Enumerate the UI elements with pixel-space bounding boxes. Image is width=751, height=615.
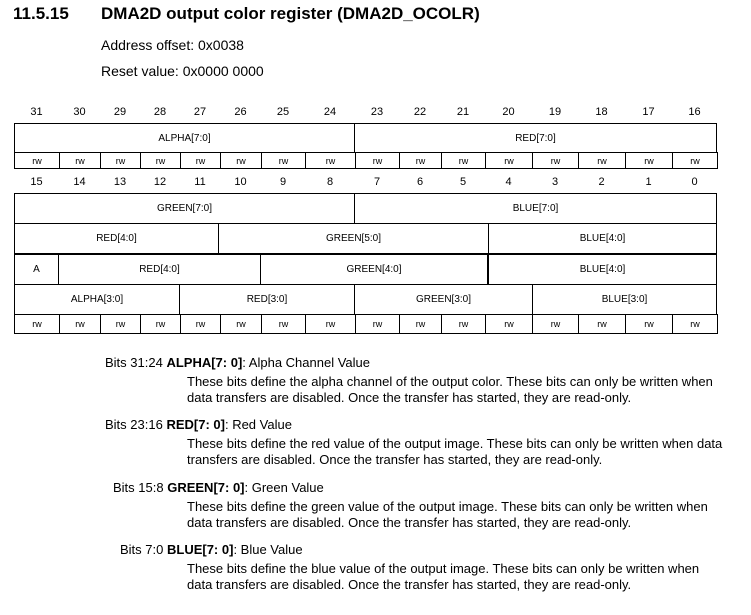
access-rw: rw [355, 152, 400, 169]
bit-number: 10 [234, 176, 247, 188]
access-rw: rw [100, 152, 141, 169]
access-rw: rw [355, 314, 400, 334]
bit-number: 29 [113, 106, 127, 118]
access-rw: rw [305, 152, 356, 169]
field-blue-4-0: BLUE[4:0] [488, 254, 717, 285]
access-rw: rw [261, 314, 306, 334]
desc-green-bits: Bits 15:8 [113, 480, 164, 495]
access-rw: rw [261, 152, 306, 169]
access-rw: rw [485, 314, 533, 334]
bit-number: 19 [548, 106, 562, 118]
field-blue-7-0: BLUE[7:0] [354, 193, 717, 224]
bit-number: 2 [598, 176, 605, 188]
bit-number: 11 [194, 176, 206, 188]
access-rw: rw [399, 152, 442, 169]
field-blue-4-0: BLUE[4:0] [488, 223, 717, 254]
section-heading [13, 4, 480, 24]
bit-number: 0 [691, 176, 698, 188]
bit-number: 27 [193, 106, 207, 118]
field-red-3-0: RED[3:0] [179, 284, 355, 315]
register-bit-table [14, 104, 717, 336]
desc-alpha-bits: Bits 31:24 [105, 355, 163, 370]
access-rw: rw [441, 314, 486, 334]
access-rw: rw [441, 152, 486, 169]
field-green-5-0: GREEN[5:0] [218, 223, 489, 254]
bit-number: 5 [459, 176, 467, 188]
field-green-4-0: GREEN[4:0] [260, 254, 488, 285]
section-number: 11.5.15 [13, 4, 69, 23]
section-title: DMA2D output color register (DMA2D_OCOLR) [101, 4, 480, 23]
bit-number: 26 [234, 106, 247, 118]
access-rw: rw [578, 314, 626, 334]
bit-number: 6 [416, 176, 424, 188]
bit-number: 31 [30, 106, 43, 118]
bit-number: 8 [326, 176, 334, 188]
bit-number: 15 [30, 176, 43, 188]
field-red-7-0: RED[7:0] [354, 123, 717, 153]
access-rw: rw [220, 152, 262, 169]
field-blue-3-0: BLUE[3:0] [532, 284, 717, 315]
access-rw: rw [532, 314, 579, 334]
access-rw: rw [625, 314, 673, 334]
bit-number: 20 [502, 106, 515, 118]
bit-number: 12 [153, 176, 167, 188]
desc-red-name: RED[7: 0] [166, 417, 225, 432]
field-alpha-7-0: ALPHA[7:0] [14, 123, 355, 153]
access-rw: rw [180, 152, 221, 169]
desc-red-text: These bits define the red value of the output image. These bits can only be written when data transfers are disabled. Once the transfer has started, they are read-only. [187, 436, 723, 467]
bit-number: 4 [505, 176, 512, 188]
access-rw: rw [672, 314, 718, 334]
bit-number: 3 [551, 176, 559, 188]
reset-value: Reset value: 0x0000 0000 [101, 63, 264, 79]
desc-alpha-label [105, 355, 370, 370]
bit-number: 23 [370, 106, 384, 118]
access-rw: rw [180, 314, 221, 334]
bit-number: 16 [688, 106, 701, 118]
desc-green-text: These bits define the green value of the output image. These bits can only be written when data transfers are disabled. Once the transfer has started, they are read-only. [187, 499, 708, 530]
desc-green-label [113, 480, 324, 495]
access-rw: rw [100, 314, 141, 334]
field-red-4-0: RED[4:0] [14, 223, 219, 254]
desc-alpha-name: ALPHA[7: 0] [166, 355, 243, 370]
field-red-4-0: RED[4:0] [58, 254, 261, 285]
desc-green-summary: : Green Value [244, 480, 324, 495]
desc-red-label [105, 417, 292, 432]
desc-red-summary: : Red Value [224, 417, 292, 432]
field-a: A [14, 254, 59, 285]
access-rw: rw [485, 152, 533, 169]
field-green-3-0: GREEN[3:0] [354, 284, 533, 315]
bit-number: 9 [279, 176, 287, 188]
bit-number: 14 [73, 176, 86, 188]
desc-blue-bits: Bits 7:0 [120, 542, 164, 557]
access-rw: rw [532, 152, 579, 169]
access-rw: rw [59, 314, 101, 334]
desc-blue-label [120, 542, 303, 557]
access-rw: rw [399, 314, 442, 334]
desc-alpha-summary: : Alpha Channel Value [242, 355, 370, 370]
access-rw: rw [305, 314, 356, 334]
bit-number: 24 [323, 106, 337, 118]
desc-blue-summary: : Blue Value [233, 542, 303, 557]
access-rw: rw [140, 314, 181, 334]
bit-number: 7 [373, 176, 381, 188]
desc-blue-text: These bits define the blue value of the output image. These bits can only be written when data transfers are disabled. Once the transfer has started, they are read-only. [187, 561, 700, 592]
bit-number: 21 [456, 106, 470, 118]
desc-alpha-text: These bits define the alpha channel of the output color. These bits can only be written when data transfers are disabled. Once the transfer has started, they are read-only. [187, 374, 713, 405]
desc-red-bits: Bits 23:16 [105, 417, 163, 432]
bit-number: 13 [113, 176, 127, 188]
access-rw: rw [220, 314, 262, 334]
access-rw: rw [14, 314, 60, 334]
access-rw: rw [59, 152, 101, 169]
access-rw: rw [14, 152, 60, 169]
field-green-7-0: GREEN[7:0] [14, 193, 355, 224]
access-rw: rw [625, 152, 673, 169]
access-rw: rw [672, 152, 718, 169]
access-rw: rw [140, 152, 181, 169]
bit-number: 1 [645, 176, 652, 188]
desc-blue-name: BLUE[7: 0] [166, 542, 234, 557]
address-offset: Address offset: 0x0038 [101, 37, 244, 53]
access-rw: rw [578, 152, 626, 169]
bit-number: 25 [276, 106, 290, 118]
desc-green-name: GREEN[7: 0] [167, 480, 245, 495]
bit-number: 18 [595, 106, 608, 118]
bit-number: 28 [153, 106, 167, 118]
bit-number: 17 [642, 106, 655, 118]
bit-number: 22 [413, 106, 427, 118]
bit-number: 30 [73, 106, 86, 118]
field-alpha-3-0: ALPHA[3:0] [14, 284, 180, 315]
